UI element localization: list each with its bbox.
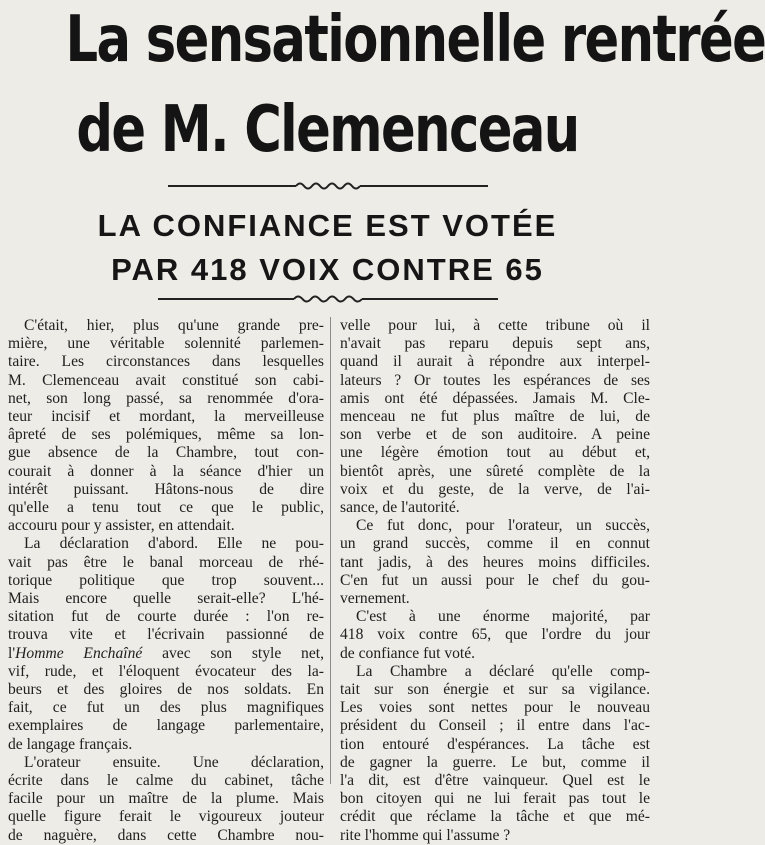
text-line: vait pas être le banal morceau de rhé- <box>8 553 324 571</box>
text-line: C'est à une énorme majorité, par <box>356 608 650 626</box>
text-line: rite l'homme qui l'assume ? <box>340 826 511 844</box>
text-fragment: l' <box>8 644 16 662</box>
ornament-rule-bottom <box>0 293 655 305</box>
text-line: tant jadis, à des heures moins difficiles. <box>340 553 650 571</box>
text-line: vif, rude, et l'éloquent évocateur des la- <box>8 662 324 680</box>
text-line: Mais encore quelle serait-elle? L'hé- <box>8 590 324 608</box>
text-line: trouva vite et l'écrivain passionné de <box>8 626 324 644</box>
text-line: C'en fut un aussi pour le chef du gou- <box>340 571 650 589</box>
text-line: fait, ce fut un des plus magnifiques <box>8 699 324 717</box>
text-line: torique politique que trop souvent... <box>8 571 324 589</box>
text-line: n'avait pas reparu depuis sept ans, <box>340 335 650 353</box>
text-line: exemplaires de langage parlementaire, <box>8 717 324 735</box>
text-line: teur incisif et mordant, la merveilleuse <box>8 408 324 426</box>
column-divider <box>330 317 331 784</box>
headline-line-2: de M. Clemenceau <box>76 93 579 167</box>
text-line: velle pour lui, à cette tribune où il <box>340 317 650 334</box>
article-column-left <box>8 317 324 845</box>
text-line: l'a dit, est d'être vainqueur. Quel est le <box>340 772 650 790</box>
text-line: quand il aurait à répondre aux interpel- <box>340 353 650 371</box>
text-line: sitation fut de courte durée : l'on re- <box>8 608 324 626</box>
text-line: Ce fut donc, pour l'orateur, un succès, <box>356 517 650 535</box>
text-line: C'était, hier, plus qu'une grande pre- <box>24 317 324 334</box>
text-line: courait à donner à la séance d'hier un <box>8 462 324 480</box>
text-line: intérêt puissant. Hâtons-nous de dire <box>8 480 324 498</box>
text-line: sance, de l'autorité. <box>340 499 460 517</box>
text-line: taire. Les circonstances dans lesquelles <box>8 353 324 371</box>
text-line: La Chambre a déclaré qu'elle comp- <box>356 662 650 680</box>
text-line: 418 voix contre 65, que l'ordre du jour <box>340 626 650 644</box>
text-fragment: avec son style net, <box>142 644 324 662</box>
text-line: écrite dans le calme du cabinet, tâche <box>8 772 324 790</box>
text-line: de naguère, dans cette Chambre nou- <box>8 826 324 844</box>
text-line: président du Conseil ; il entre dans l'ac- <box>340 717 650 735</box>
text-line: gue absence de la Chambre, tout con- <box>8 444 324 462</box>
text-line: bon citoyen qui ne lui ferait pas tout le <box>340 790 650 808</box>
text-line: un grand succès, comme il en connut <box>340 535 650 553</box>
text-line: une légère émotion tout au début et, <box>340 444 650 462</box>
text-line: de confiance fut voté. <box>340 644 476 662</box>
text-line: L'orateur ensuite. Une déclaration, <box>24 753 324 771</box>
text-line: lateurs ? Or toutes les espérances de ses <box>340 371 650 389</box>
text-line: net, son long passé, sa renommée d'ora- <box>8 389 324 407</box>
article-column-right <box>340 317 650 845</box>
text-line: crédit que réclame la tâche et que mé- <box>340 808 650 826</box>
text-line <box>8 645 324 663</box>
text-line: mière, une véritable solennité parlemen- <box>8 335 324 353</box>
text-line: accouru pour y assister, en attendait. <box>8 517 235 535</box>
text-line: tait sur son énergie et sur sa vigilance. <box>340 681 650 699</box>
text-line: de gagner la guerre. Le but, comme il <box>340 753 650 771</box>
text-line: de langage français. <box>8 735 133 753</box>
text-line: menceau ne fut plus maître de lui, de <box>340 408 650 426</box>
text-line: amis ont été dépassées. Jamais M. Cle- <box>340 389 650 407</box>
subheadline-line-2: PAR 418 VOIX CONTRE 65 <box>111 252 544 287</box>
text-line: voix et du geste, de la verve, de l'ai- <box>340 480 650 498</box>
text-line: La déclaration d'abord. Elle ne pou- <box>24 535 324 553</box>
text-line: bientôt après, une sûreté complète de la <box>340 462 650 480</box>
text-line: facile pour un maître de la plume. Mais <box>8 790 324 808</box>
ornament-rule-top <box>0 180 655 192</box>
italic-title: Homme Enchaîné <box>15 644 143 662</box>
text-line: beurs et des gloires de nos soldats. En <box>8 681 324 699</box>
text-line: tion entouré d'espérances. La tâche est <box>340 735 650 753</box>
text-line: M. Clemenceau avait constitué son cabi- <box>8 371 324 389</box>
text-line: quelle figure ferait le vigoureux jouteur <box>8 808 324 826</box>
text-line: qu'elle a tenu tout ce que le public, <box>8 499 324 517</box>
text-line: son verbe et de son auditoire. A peine <box>340 426 650 444</box>
text-line: vernement. <box>340 590 410 608</box>
subheadline-line-1: LA CONFIANCE EST VOTÉE <box>97 208 558 243</box>
text-line: Les voies sont nettes pour le nouveau <box>340 699 650 717</box>
headline-line-1: La sensationnelle rentrée <box>65 3 765 77</box>
text-line: âpreté de ses polémiques, même sa lon- <box>8 426 324 444</box>
